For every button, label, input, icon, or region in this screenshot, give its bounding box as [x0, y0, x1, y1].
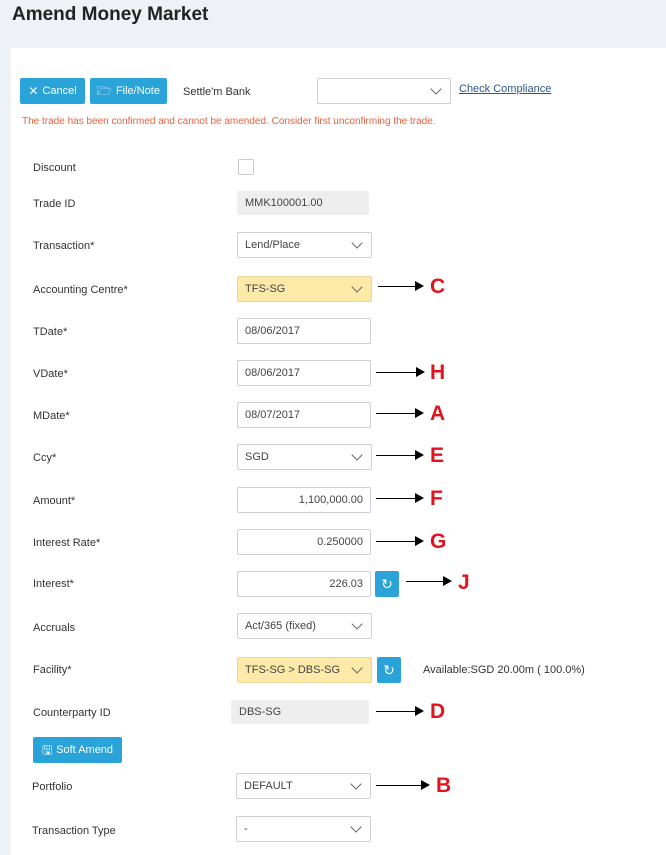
- facility-label: Facility*: [33, 664, 72, 676]
- transaction-value: Lend/Place: [245, 239, 301, 251]
- refresh-icon: ↻: [383, 661, 395, 678]
- annotation-arrow: [376, 785, 428, 786]
- amount-value: 1,100,000.00: [298, 494, 363, 506]
- annotation-arrow: [378, 286, 422, 287]
- chevron-down-icon: [351, 449, 362, 460]
- transaction-select[interactable]: [237, 232, 372, 258]
- warning-message: The trade has been confirmed and cannot be amended. Consider first unconfirming the trade.: [22, 116, 436, 127]
- cancel-button[interactable]: [20, 78, 85, 104]
- recalculate-interest-button[interactable]: [375, 571, 399, 597]
- soft-amend-button-label: Soft Amend: [56, 744, 114, 756]
- vdate-value: 08/06/2017: [245, 367, 301, 379]
- counterparty-id-label: Counterparty ID: [33, 707, 111, 719]
- chevron-down-icon: [351, 237, 362, 248]
- interest-rate-label: Interest Rate*: [33, 537, 101, 549]
- portfolio-select[interactable]: [236, 773, 371, 799]
- facility-select[interactable]: [237, 657, 372, 683]
- portfolio-value: DEFAULT: [244, 780, 293, 792]
- annotation-arrow: [376, 413, 422, 414]
- page-title: Amend Money Market: [12, 4, 209, 25]
- transaction-label: Transaction*: [33, 240, 95, 252]
- refresh-facility-button[interactable]: [377, 657, 401, 683]
- mdate-value: 08/07/2017: [245, 409, 301, 421]
- settle-bank-select[interactable]: [317, 78, 451, 104]
- ccy-value: SGD: [245, 451, 269, 463]
- counterparty-id-field: [231, 700, 369, 724]
- transaction-type-select[interactable]: [236, 816, 371, 842]
- folder-icon: 🗁: [97, 84, 112, 98]
- trade-id-label: Trade ID: [33, 198, 76, 210]
- interest-input[interactable]: [237, 571, 371, 597]
- file-note-button[interactable]: [90, 78, 167, 104]
- annotation-marker-d: D: [430, 700, 446, 723]
- interest-value: 226.03: [329, 578, 363, 590]
- annotation-marker-g: G: [430, 530, 447, 553]
- refresh-icon: ↻: [381, 575, 393, 592]
- annotation-arrow: [376, 711, 422, 712]
- accounting-centre-label: Accounting Centre*: [33, 284, 128, 296]
- chevron-down-icon: [350, 778, 361, 789]
- ccy-select[interactable]: [237, 444, 372, 470]
- annotation-marker-c: C: [430, 275, 446, 298]
- settle-bank-label: Settle'm Bank: [183, 86, 251, 98]
- portfolio-label: Portfolio: [32, 781, 73, 793]
- file-note-button-label: File/Note: [115, 85, 160, 97]
- annotation-marker-j: J: [458, 571, 470, 594]
- chevron-down-icon: [430, 83, 441, 94]
- cancel-button-label: Cancel: [42, 85, 77, 97]
- chevron-down-icon: [351, 662, 362, 673]
- tdate-input[interactable]: [237, 318, 371, 344]
- annotation-arrow: [376, 541, 422, 542]
- annotation-marker-h: H: [430, 361, 446, 384]
- trade-id-field: [237, 191, 369, 215]
- annotation-arrow: [376, 455, 422, 456]
- annotation-marker-a: A: [430, 402, 446, 425]
- annotation-arrow: [406, 581, 450, 582]
- accruals-select[interactable]: [237, 613, 372, 639]
- close-icon: ✕: [28, 84, 39, 98]
- facility-value: TFS-SG > DBS-SG: [245, 664, 341, 676]
- transaction-type-value: -: [244, 823, 248, 835]
- chevron-down-icon: [351, 281, 362, 292]
- chevron-down-icon: [351, 618, 362, 629]
- mdate-label: MDate*: [33, 410, 70, 422]
- tdate-value: 08/06/2017: [245, 325, 301, 337]
- annotation-marker-f: F: [430, 487, 443, 510]
- trade-id-value: MMK100001.00: [245, 197, 323, 209]
- annotation-arrow: [376, 498, 422, 499]
- soft-amend-button[interactable]: [33, 737, 122, 763]
- accruals-label: Accruals: [33, 622, 76, 634]
- save-icon: 🖫: [41, 743, 53, 757]
- amount-input[interactable]: [237, 487, 371, 513]
- check-compliance-link[interactable]: Check Compliance: [459, 83, 552, 95]
- annotation-marker-e: E: [430, 444, 445, 467]
- amount-label: Amount*: [33, 495, 76, 507]
- facility-availability: Available:SGD 20.00m ( 100.0%): [423, 664, 585, 676]
- interest-rate-input[interactable]: [237, 529, 371, 555]
- vdate-input[interactable]: [237, 360, 371, 386]
- interest-label: Interest*: [33, 578, 74, 590]
- vdate-label: VDate*: [33, 368, 68, 380]
- transaction-type-label: Transaction Type: [32, 825, 116, 837]
- counterparty-id-value: DBS-SG: [239, 706, 282, 718]
- tdate-label: TDate*: [33, 326, 68, 338]
- accounting-centre-value: TFS-SG: [245, 283, 286, 295]
- accruals-value: Act/365 (fixed): [245, 620, 316, 632]
- interest-rate-value: 0.250000: [317, 536, 363, 548]
- discount-checkbox[interactable]: [238, 159, 254, 175]
- chevron-down-icon: [350, 821, 361, 832]
- annotation-marker-b: B: [436, 774, 452, 797]
- ccy-label: Ccy*: [33, 452, 57, 464]
- annotation-arrow: [376, 372, 423, 373]
- accounting-centre-select[interactable]: [237, 276, 372, 302]
- discount-label: Discount: [33, 162, 76, 174]
- mdate-input[interactable]: [237, 402, 371, 428]
